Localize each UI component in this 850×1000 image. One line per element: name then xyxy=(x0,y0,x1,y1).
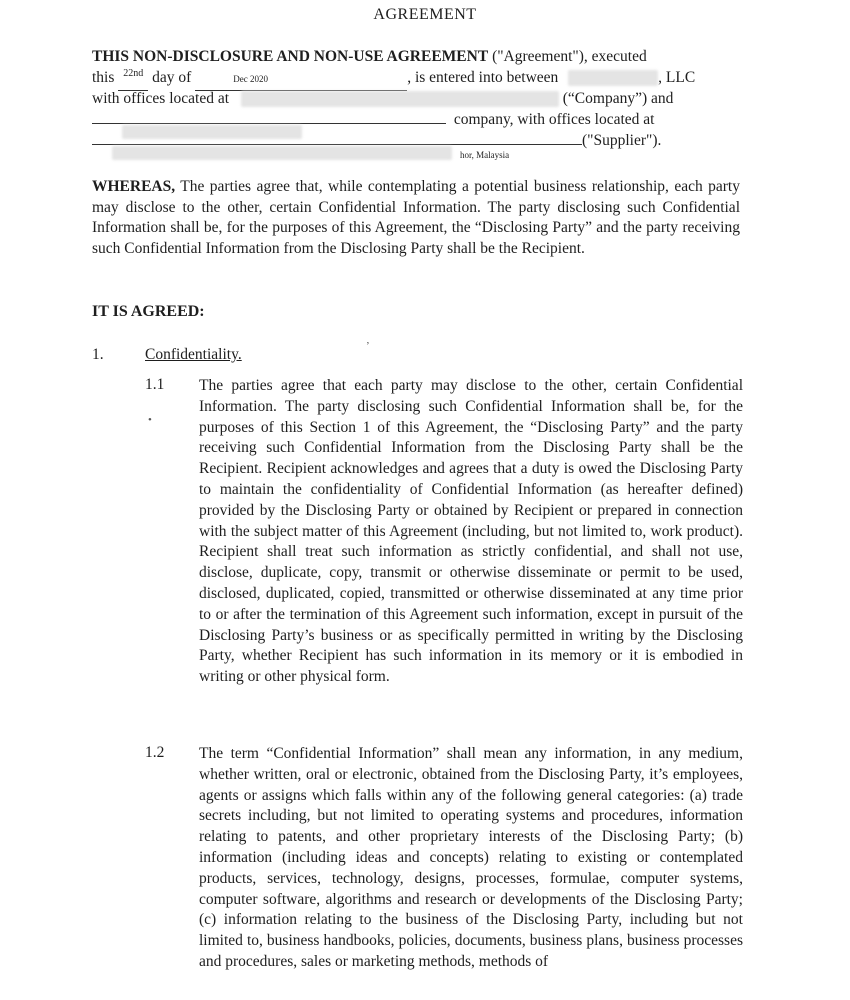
page-title: AGREEMENT xyxy=(373,6,477,23)
preamble-line-4 xyxy=(92,109,752,130)
preamble-line-2 xyxy=(92,67,752,88)
redacted-company-address xyxy=(241,91,559,107)
whereas-text xyxy=(92,177,740,259)
redacted-supplier-address xyxy=(112,146,452,160)
preamble-text: company, with offices located at xyxy=(453,111,655,128)
subsection-1-1-number: 1.1 xyxy=(145,376,165,393)
whereas-lead: WHEREAS, xyxy=(92,178,176,195)
preamble-line-5 xyxy=(92,130,752,160)
stray-pen-mark: • xyxy=(148,414,152,426)
supplier-name-field xyxy=(92,123,446,124)
preamble-text: ("Supplier"). xyxy=(582,132,662,149)
whereas-body: The parties agree that, while contemplating a potential business relationship, each party may disclose to the other, certain Confidential Information. The party disclosing such Confidential Information shall be, for the purposes of this Agreement, the “Disclosing Party” and the party receiving such Confidential Information from the Disclosing Party shall be the Recipient. xyxy=(92,178,740,257)
preamble-text: (“Company”) and xyxy=(562,90,674,107)
preamble-text: , LLC xyxy=(658,69,696,86)
supplier-address-value: hor, Malaysia xyxy=(460,150,510,160)
month-year-value: Dec 2020 xyxy=(233,74,268,84)
whereas-clause xyxy=(92,177,740,259)
preamble-line-1 xyxy=(92,46,752,67)
day-value: 22nd xyxy=(123,68,144,79)
preamble-text: with offices located at xyxy=(92,90,230,107)
preamble-line-3 xyxy=(92,88,752,109)
preamble-text: day of xyxy=(148,69,196,86)
it-is-agreed-heading: IT IS AGREED: xyxy=(92,303,205,320)
section-number: 1. xyxy=(92,346,104,363)
stray-pen-mark: ’ xyxy=(366,340,370,352)
section-title: Confidentiality. xyxy=(145,346,242,363)
subsection-1-2-number: 1.2 xyxy=(145,744,165,761)
redacted-company-name xyxy=(568,70,658,86)
agreement-defined-term: ("Agreement"), executed xyxy=(488,48,647,65)
subsection-1-2-text: The term “Confidential Information” shall mean any information, in any medium, whether written, oral or electronic, obtained from the Disclosing Party, it’s employees, agents or assigns which falls within any of the following general categories: (a) trade secrets including, but not limited to operating systems and procedures, information relating to patents, and other proprietary interests of the Disclosing Party; (b) information (including ideas and concepts) relating to existing or contemplated products, services, technology, designs, processes, formulae, computer systems, computer software, algorithms and research or developments of the Disclosing Party; (c) information relating to the business of the Disclosing Party, including but not limited to, business handbooks, policies, documents, business plans, business processes and procedures, sales or marketing methods, methods of xyxy=(199,745,743,970)
preamble-text: , is entered into between xyxy=(407,69,559,86)
agreement-name: THIS NON-DISCLOSURE AND NON-USE AGREEMENT xyxy=(92,48,489,65)
subsection-1-1-text: The parties agree that each party may disclose to the other, certain Confidential Information. The party disclosing such Confidential Information shall be, for the purposes of this Section 1 of this Agreement, the “Disclosing Party” and the party receiving such Confidential Information from the Disclosing Party shall be the Recipient. Recipient acknowledges and agrees that a duty is owed the Disclosing Party to maintain the confidentiality of Confidential Information (as hereafter defined) provided by the Disclosing Party or obtained by Recipient or prepared in connection with the subject matter of this Agreement (including, but not limited to, work product). Recipient shall treat such information as strictly confidential, and shall not use, disclose, duplicate, copy, transmit or otherwise disseminate or permit to be used, disclosed, duplicated, copied, transmitted or otherwise disseminated at any time prior to or after the termination of this Agreement such information, except in pursuit of the Disclosing Party’s business or as specifically permitted in writing by the Disclosing Party, whether Recipient has such information in its memory or it is embodied in writing or other physical form. xyxy=(199,377,743,686)
supplier-address-field xyxy=(92,144,582,160)
preamble xyxy=(92,46,752,160)
preamble-text: this xyxy=(92,69,119,86)
